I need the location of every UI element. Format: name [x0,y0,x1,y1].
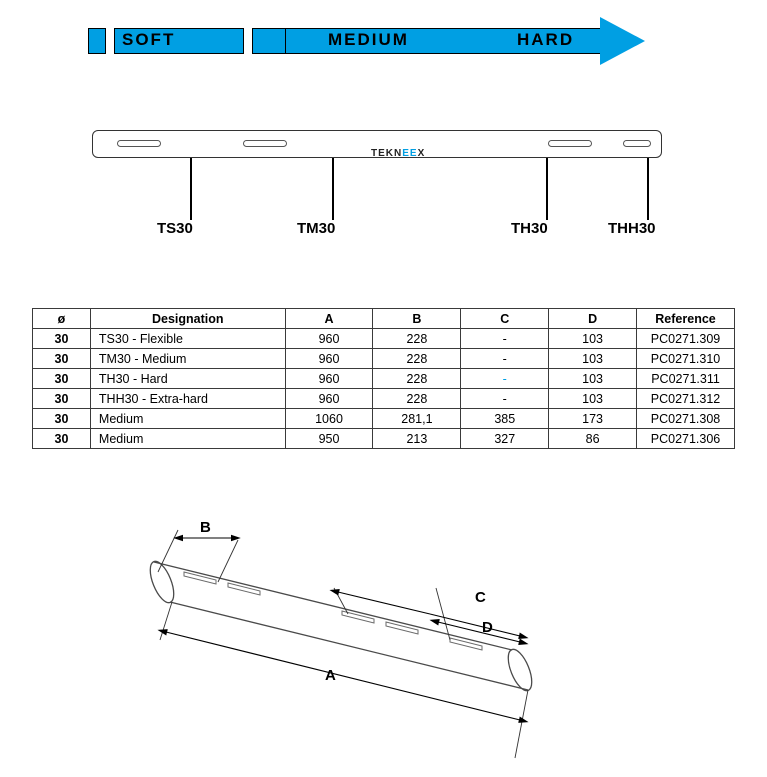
cell-diameter: 30 [33,349,91,369]
column-header-reference: Reference [637,309,735,329]
dim-label-a: A [325,667,336,684]
cell-d: 173 [549,409,637,429]
table-row [33,429,735,449]
cell-c: 385 [461,409,549,429]
cell-reference: PC0271.308 [637,409,735,429]
scale-segment-1 [88,28,106,54]
cell-designation: Medium [90,429,285,449]
cell-a: 960 [285,389,373,409]
cell-reference: PC0271.312 [637,389,735,409]
cell-diameter: 30 [33,429,91,449]
callout-th30: TH30 [511,220,548,237]
table-header-row [33,309,735,329]
dim-line-a [166,632,520,720]
profile-bar [92,130,662,158]
cell-a: 960 [285,329,373,349]
leader-line-tm30 [332,158,334,220]
tube-end-left [145,558,178,606]
cell-d: 103 [549,349,637,369]
cell-b: 228 [373,369,461,389]
column-header-a: A [285,309,373,329]
brand-accent: EE [402,148,418,159]
bar-slot [623,140,651,147]
ext-line-a-right [515,690,528,758]
cell-reference: PC0271.309 [637,329,735,349]
scale-label-soft: SOFT [122,30,176,49]
brand-suffix: X [417,148,426,159]
cell-reference: PC0271.311 [637,369,735,389]
ext-line-a-left [160,602,172,640]
ext-line-c-left [334,588,348,614]
scale-label-hard: HARD [517,30,575,49]
table-row [33,369,735,389]
cell-b: 228 [373,329,461,349]
cell-designation: TH30 - Hard [90,369,285,389]
cell-designation: TS30 - Flexible [90,329,285,349]
scale-label-medium: MEDIUM [328,30,409,49]
cell-designation: THH30 - Extra-hard [90,389,285,409]
bar-slot [117,140,161,147]
cell-c: 327 [461,429,549,449]
tube-edge-top [154,562,512,650]
tube-slot [450,638,482,650]
column-header-designation: Designation [90,309,285,329]
cell-c: - [461,349,549,369]
tube-slot [386,622,418,634]
cell-b: 228 [373,349,461,369]
leader-line-ts30 [190,158,192,220]
cell-designation: TM30 - Medium [90,349,285,369]
perspective-svg [120,510,570,770]
ext-line-b-right [218,540,238,582]
leader-line-thh30 [647,158,649,220]
dim-label-b: B [200,519,211,536]
cell-a: 960 [285,369,373,389]
perspective-drawing [120,510,570,770]
cell-c: - [461,329,549,349]
tube-end-right [503,646,536,694]
tube-slot [228,583,260,595]
hardness-scale-banner [80,20,640,62]
cell-a: 1060 [285,409,373,429]
cell-reference: PC0271.310 [637,349,735,369]
callout-thh30: THH30 [608,220,656,237]
column-header-b: B [373,309,461,329]
specification-table [32,308,735,449]
cell-d: 103 [549,389,637,409]
profile-drawing [80,120,680,250]
scale-arrow-head-icon [600,17,645,65]
cell-c: - [461,369,549,389]
callout-ts30: TS30 [157,220,193,237]
column-header-d: D [549,309,637,329]
table-row [33,389,735,409]
cell-c: - [461,389,549,409]
cell-a: 950 [285,429,373,449]
bar-slot [548,140,592,147]
table-row [33,329,735,349]
callout-tm30: TM30 [297,220,336,237]
column-header-c: C [461,309,549,329]
cell-diameter: 30 [33,369,91,389]
table-body [33,329,735,449]
table-row [33,409,735,429]
cell-diameter: 30 [33,409,91,429]
cell-b: 228 [373,389,461,409]
cell-d: 103 [549,329,637,349]
table-row [33,349,735,369]
cell-diameter: 30 [33,389,91,409]
cell-b: 281,1 [373,409,461,429]
dim-label-c: C [475,589,486,606]
column-header-diameter: ø [33,309,91,329]
brand-logo [371,148,425,159]
cell-diameter: 30 [33,329,91,349]
bar-slot [243,140,287,147]
cell-designation: Medium [90,409,285,429]
dim-label-d: D [482,619,493,636]
cell-d: 86 [549,429,637,449]
cell-a: 960 [285,349,373,369]
brand-prefix: TEKN [371,148,403,159]
cell-d: 103 [549,369,637,389]
leader-line-th30 [546,158,548,220]
cell-reference: PC0271.306 [637,429,735,449]
cell-b: 213 [373,429,461,449]
